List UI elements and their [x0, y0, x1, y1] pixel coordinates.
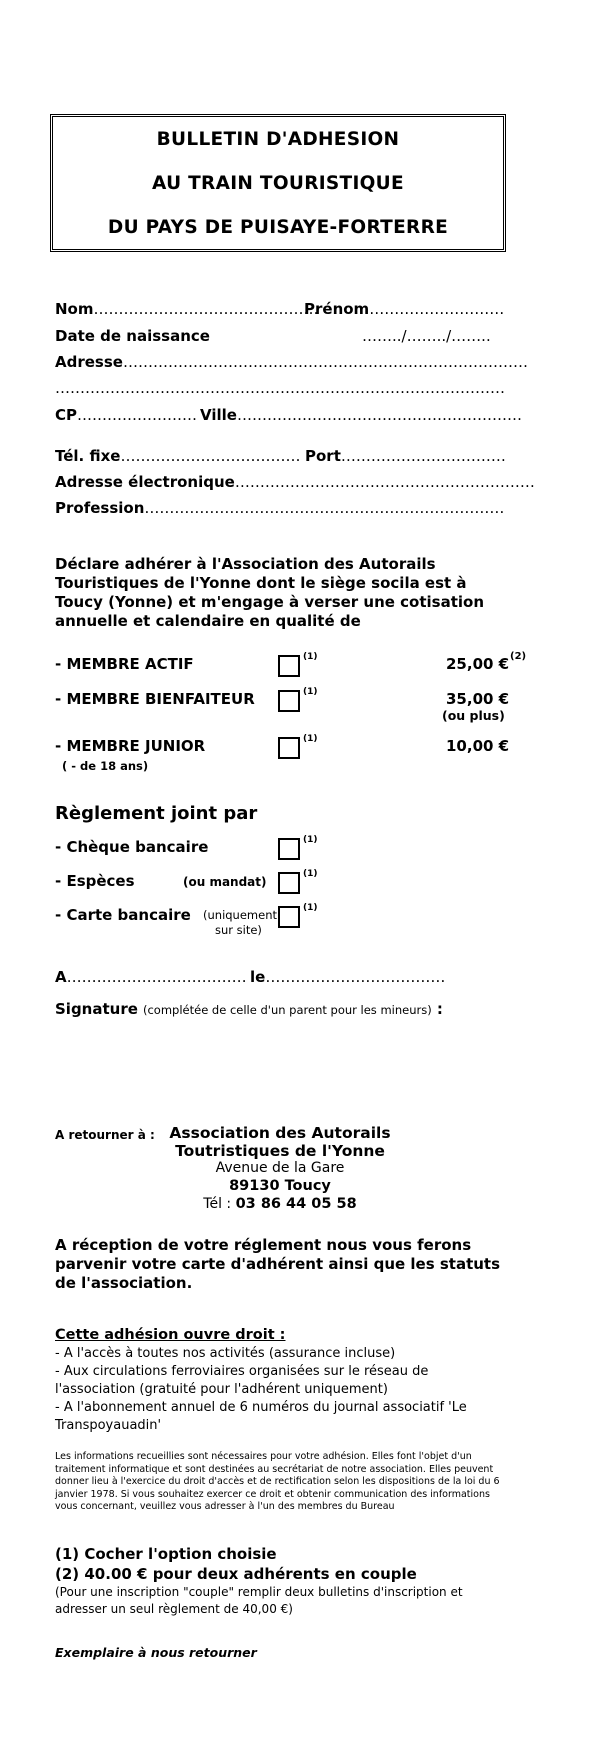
- date-naissance-label: Date de naissance: [55, 327, 210, 345]
- adresse-field[interactable]: [55, 353, 528, 371]
- membership-price-actif: 25,00 €: [446, 655, 510, 673]
- date-label: le: [250, 968, 266, 986]
- title-box: [50, 114, 506, 252]
- ville-field[interactable]: [200, 406, 522, 424]
- membership-price-mark-actif: (2): [510, 651, 527, 662]
- return-city: 89130 Toucy: [229, 1178, 331, 1194]
- port-field[interactable]: [305, 447, 506, 465]
- membership-label-junior: - MEMBRE JUNIOR: [55, 737, 206, 755]
- nom-label: Nom: [55, 300, 94, 318]
- payment-checkbox-carte[interactable]: [278, 906, 300, 928]
- footer-note: Exemplaire à nous retourner: [55, 1645, 257, 1660]
- payment-checkbox-cheque[interactable]: [278, 838, 300, 860]
- membership-label-bienfaiteur: - MEMBRE BIENFAITEUR: [55, 690, 255, 708]
- title-line-3: DU PAYS DE PUISAYE-FORTERRE: [107, 217, 449, 238]
- place-label: A: [55, 968, 67, 986]
- adresse2-dots: ………………………………………………………………………………: [55, 379, 505, 397]
- return-street: Avenue de la Gare: [215, 1160, 345, 1176]
- email-dots: ……………………………………………………: [234, 473, 535, 491]
- ville-label: Ville: [200, 406, 237, 424]
- signature-area[interactable]: [55, 1022, 505, 1112]
- signature-line: [55, 999, 443, 1018]
- return-tel: 03 86 44 05 58: [235, 1196, 357, 1212]
- port-dots: ……………………………: [340, 447, 506, 465]
- date-naissance-field[interactable]: [362, 327, 491, 345]
- membership-checkbox-actif[interactable]: [278, 655, 300, 677]
- payment-note-especes: (ou mandat): [183, 875, 267, 889]
- title-line-1: BULLETIN D'ADHESION: [156, 129, 400, 150]
- tel-fixe-field[interactable]: [55, 447, 300, 465]
- membership-label-actif: - MEMBRE ACTIF: [55, 655, 194, 673]
- place-field[interactable]: [55, 968, 247, 986]
- title-line-2: AU TRAIN TOURISTIQUE: [152, 173, 404, 194]
- membership-price-junior: 10,00 €: [446, 737, 510, 755]
- cp-dots: ……………………: [77, 406, 198, 424]
- payment-note-carte: (uniquement: [203, 908, 277, 922]
- membership-note-mark-bienfaiteur: (1): [303, 687, 318, 697]
- tel-fixe-dots: ………………………………: [120, 447, 301, 465]
- prenom-label: Prénom: [304, 300, 370, 318]
- date-dots: ……../……../……..: [362, 327, 491, 345]
- payment-checkbox-especes[interactable]: [278, 872, 300, 894]
- privacy-text: Les informations recueillies sont nécessaires pour votre adhésion. Elles font l'objet d'un traitement informatique et sont destinées au secrétariat de notre association. Elles peuvent donner lieu à l'exercice du droit d'accès et de rectification selon les dispositions de la loi du 6 janvier 1978. Si vous souhaitez exercer ce droit et obtenir communication des informations vous concernant, veuillez vous adresser à l'un des membres du Bureau: [55, 1451, 500, 1513]
- payment-heading: Règlement joint par: [55, 803, 258, 824]
- prenom-dots: ………………………: [369, 300, 505, 318]
- return-label: A retourner à :: [55, 1128, 155, 1142]
- cp-field[interactable]: [55, 406, 197, 424]
- declaration-text: Déclare adhérer à l'Association des Autorails Touristiques de l'Yonne dont le siège socila est à Toucy (Yonne) et m'engage à verser une cotisation annuelle et calendaire en qualité de: [55, 555, 485, 630]
- rights-item: - A l'abonnement annuel de 6 numéros du journal associatif 'Le Transpoyauadin': [55, 1400, 467, 1433]
- adresse-label: Adresse: [55, 353, 123, 371]
- tel-fixe-label: Tél. fixe: [55, 447, 121, 465]
- return-org-line2: Toutristiques de l'Yonne: [175, 1142, 385, 1160]
- return-org-line1: Association des Autorails: [169, 1124, 391, 1142]
- membership-price-bienfaiteur: 35,00 €: [446, 690, 510, 708]
- payment-mark-cheque: (1): [303, 835, 318, 845]
- payment-mark-especes: (1): [303, 869, 318, 879]
- signature-colon: :: [436, 1000, 443, 1018]
- membership-note-mark-actif: (1): [303, 652, 318, 662]
- note-2: (2) 40.00 € pour deux adhérents en couple: [55, 1565, 417, 1583]
- date-dots-sign: ………………………………: [265, 968, 446, 986]
- place-dots: ………………………………: [66, 968, 247, 986]
- return-tel-label: Tél :: [203, 1196, 232, 1212]
- profession-dots: ………………………………………………………………: [144, 499, 505, 517]
- prenom-field[interactable]: [304, 300, 504, 318]
- payment-label-especes: - Espèces: [55, 872, 135, 890]
- nom-dots: ………………………………………: [93, 300, 319, 318]
- port-label: Port: [305, 447, 341, 465]
- rights-heading: Cette adhésion ouvre droit :: [55, 1327, 286, 1343]
- note-3: (Pour une inscription "couple" remplir deux bulletins d'inscription et adresser un seul règlement de 40,00 €): [55, 1585, 463, 1616]
- signature-note: (complétée de celle d'un parent pour les mineurs): [143, 1003, 432, 1017]
- adresse-dots: ………………………………………………………………………: [122, 353, 528, 371]
- email-field[interactable]: [55, 473, 535, 491]
- payment-label-cheque: - Chèque bancaire: [55, 838, 209, 856]
- email-label: Adresse électronique: [55, 473, 235, 491]
- cp-label: CP: [55, 406, 78, 424]
- return-phone-line: [150, 1195, 410, 1213]
- rights-list: [55, 1345, 505, 1435]
- rights-item: - Aux circulations ferroviaires organisées sur le réseau de l'association (gratuité pour l'adhérent uniquement): [55, 1364, 429, 1397]
- note-1: (1) Cocher l'option choisie: [55, 1545, 277, 1563]
- payment-label-carte: - Carte bancaire: [55, 906, 191, 924]
- date-field[interactable]: [250, 968, 445, 986]
- return-address-block: [150, 1124, 410, 1213]
- payment-note2-carte: sur site): [215, 923, 262, 937]
- payment-mark-carte: (1): [303, 903, 318, 913]
- membership-sub-junior: ( - de 18 ans): [62, 759, 149, 773]
- membership-price-sub-bienfaiteur: (ou plus): [442, 708, 505, 723]
- membership-note-mark-junior: (1): [303, 734, 318, 744]
- profession-field[interactable]: [55, 499, 504, 517]
- membership-checkbox-junior[interactable]: [278, 737, 300, 759]
- reception-text: A réception de votre réglement nous vous ferons parvenir votre carte d'adhérent ainsi que les statuts de l'association.: [55, 1236, 501, 1292]
- nom-field[interactable]: [55, 300, 319, 318]
- membership-checkbox-bienfaiteur[interactable]: [278, 690, 300, 712]
- ville-dots: …………………………………………………: [236, 406, 522, 424]
- signature-label: Signature: [55, 1000, 138, 1018]
- adresse-line2-field[interactable]: [55, 379, 505, 397]
- rights-item: - A l'accès à toutes nos activités (assurance incluse): [55, 1346, 396, 1361]
- profession-label: Profession: [55, 499, 145, 517]
